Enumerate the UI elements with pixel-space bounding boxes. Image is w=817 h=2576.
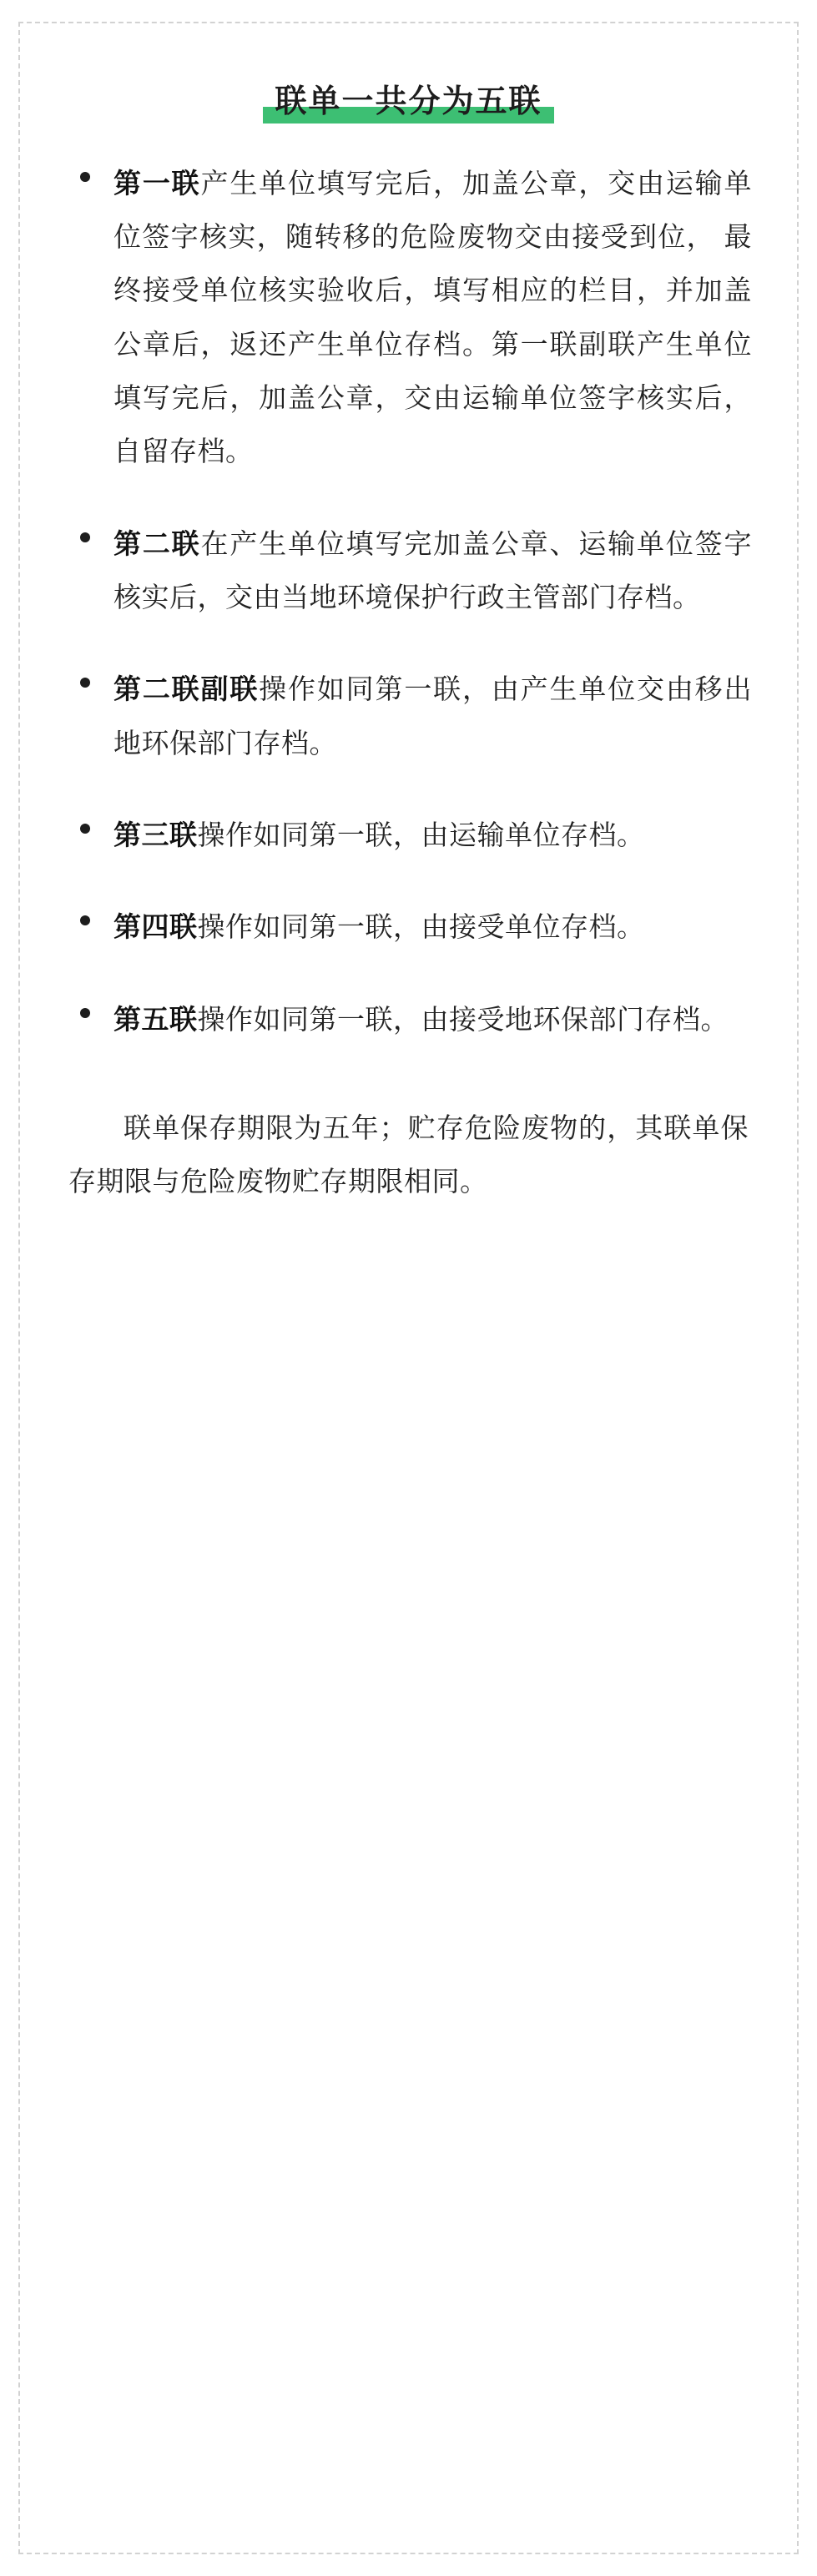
- bullet-icon: [80, 1008, 90, 1018]
- list-item-text: 操作如同第一联，由运输单位存档。: [197, 819, 645, 851]
- bullet-icon: [80, 172, 90, 182]
- list-item: [65, 900, 752, 954]
- list-item-label: 第五联: [113, 1003, 198, 1035]
- page-title: [65, 83, 752, 122]
- list-item-label: 第四联: [113, 911, 198, 943]
- list-item-paragraph: [113, 900, 752, 954]
- list-item-label: 第二联副联: [113, 673, 260, 705]
- list-item-text: 操作如同第一联，由接受地环保部门存档。: [197, 1003, 729, 1035]
- list-item-text: 操作如同第一联，由接受单位存档。: [197, 911, 645, 943]
- title-text-wrapper: [263, 83, 553, 122]
- list-item-text: 操作如同第一联，由产生单位交由移出地环保部门存档。: [113, 673, 753, 759]
- list-item-label: 第三联: [113, 819, 198, 851]
- bullet-icon: [80, 824, 90, 834]
- content-card: [18, 22, 799, 2554]
- list-item-paragraph: [113, 517, 752, 625]
- list-item-paragraph: [113, 157, 752, 479]
- list-item: [65, 157, 752, 479]
- list-item-text: 在产生单位填写完加盖公章、运输单位签字核实后，交由当地环境保护行政主管部门存档。: [113, 527, 752, 612]
- title-label: 联单一共分为五联: [275, 84, 542, 119]
- list-item: [65, 993, 752, 1046]
- bullet-icon: [80, 678, 90, 688]
- list-item-label: 第一联: [113, 167, 201, 199]
- list-item: [65, 809, 752, 862]
- list-item: [65, 663, 752, 770]
- bullet-icon: [80, 532, 90, 542]
- bullet-icon: [80, 915, 90, 925]
- footer-note: 联单保存期限为五年；贮存危险废物的，其联单保存期限与危险废物贮存期限相同。: [68, 1112, 749, 1197]
- list-item-paragraph: [113, 993, 752, 1046]
- list-item-paragraph: [113, 663, 752, 770]
- union-copy-list: [65, 157, 752, 1046]
- list-item-text: 产生单位填写完后，加盖公章，交由运输单位签字核实，随转移的危险废物交由接受到位， 最终接受单位核实验收后，填写相应的栏目，并加盖公章后，返还产生单位存档。第一联副联产生单位填写完后，加盖公章，交由运输单位签字核实后，自留存档。: [113, 167, 752, 467]
- list-item-label: 第二联: [113, 527, 201, 559]
- list-item: [65, 517, 752, 625]
- list-item-paragraph: [113, 809, 752, 862]
